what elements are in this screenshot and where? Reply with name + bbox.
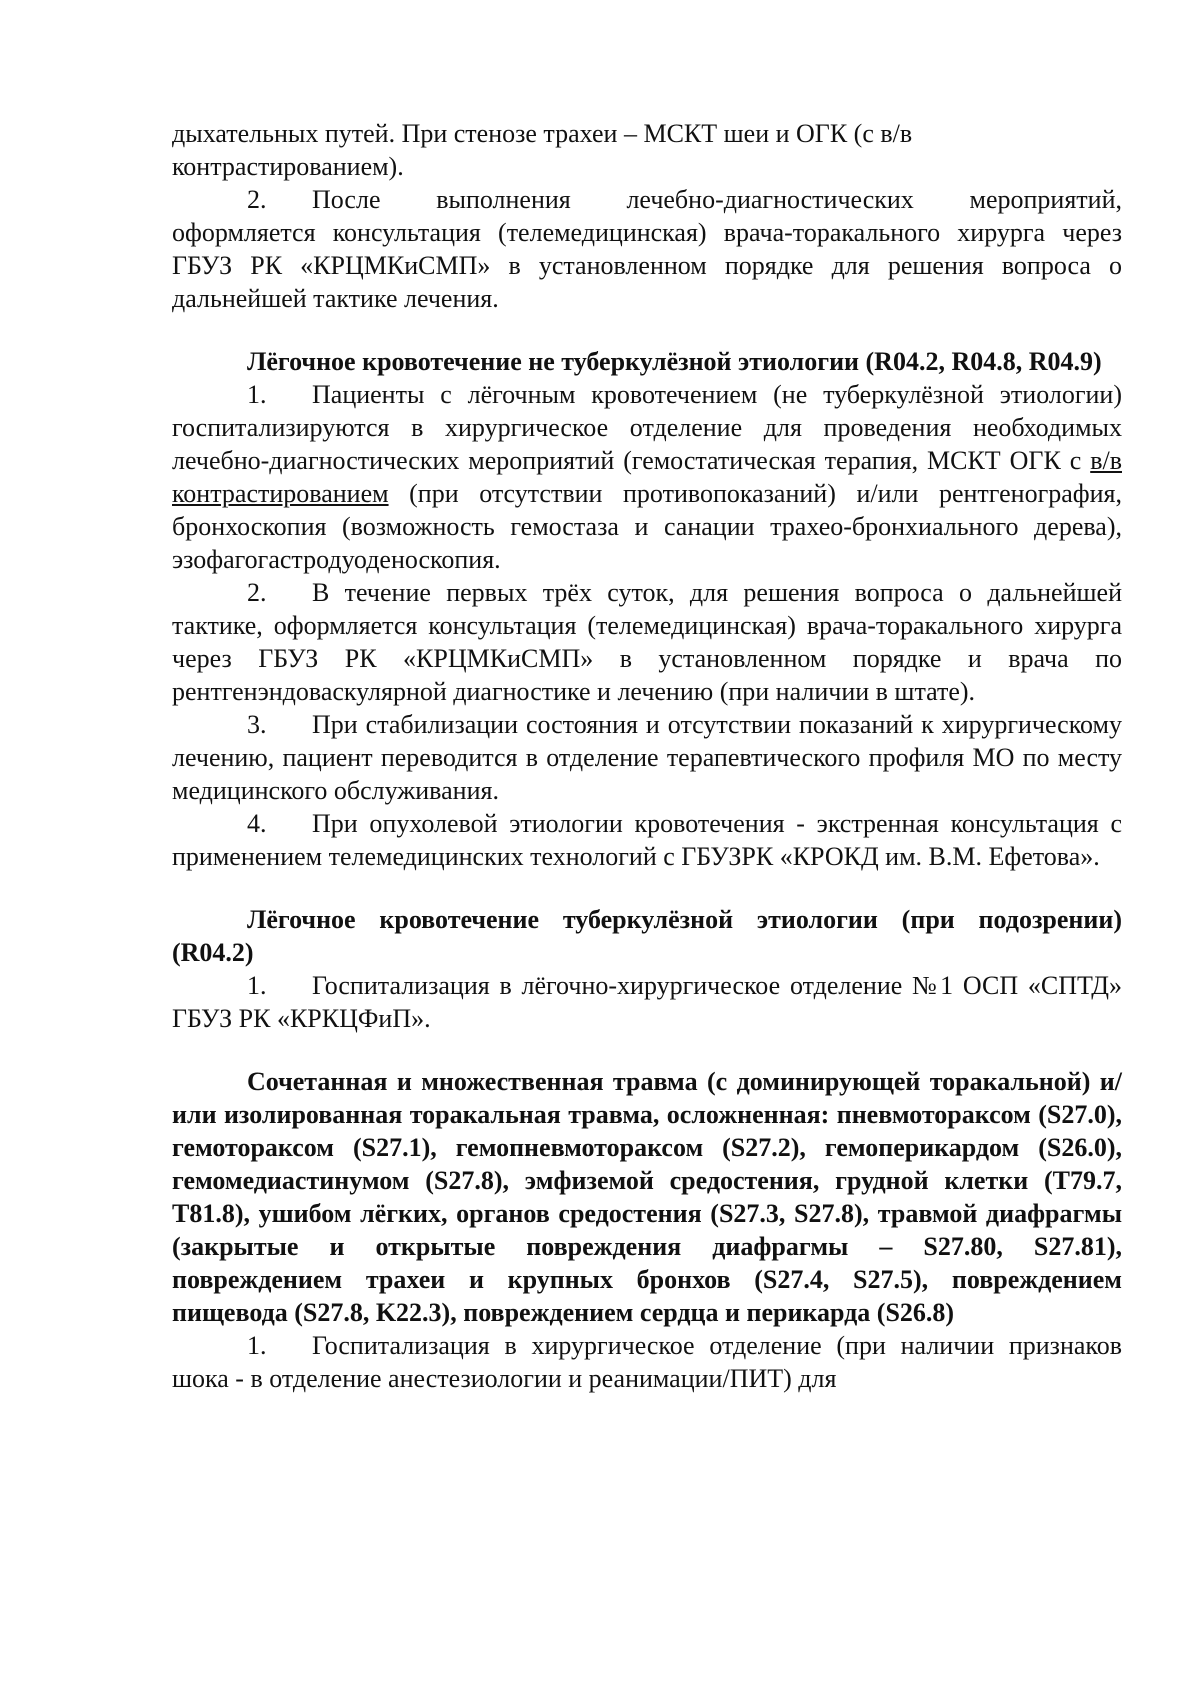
- section-spacer: [172, 315, 1122, 345]
- item-text: В течение первых трёх суток, для решения вопроса о дальнейшей тактике, оформляется консультация (телемедицинская) врача-торакального хирурга через ГБУЗ РК «КРЦМКиСМП» в установленном порядке и врача по рентгенэндоваскулярной диагностике и лечению (при наличии в штате).: [172, 578, 1122, 706]
- intro-item-2: [172, 183, 1122, 315]
- item-number: 1.: [247, 1331, 267, 1360]
- item-text: Госпитализация в лёгочно-хирургическое отделение №1 ОСП «СПТД» ГБУЗ РК «КРКЦФиП».: [172, 971, 1122, 1033]
- item-number: 1.: [247, 380, 267, 409]
- underlined-text: в/в контрастированием: [172, 446, 1122, 508]
- item-text: Госпитализация в хирургическое отделение (при наличии признаков шока - в отделение анестезиологии и реанимации/ПИТ) для: [172, 1331, 1122, 1393]
- item-text-part: (при отсутствии противопоказаний) и/или рентгенография, бронхоскопия (возможность гемостаза и санации трахео-бронхиального дерева), эзофагогастродуоденоскопия.: [172, 479, 1122, 574]
- section3-item-1: [172, 1329, 1122, 1395]
- item-number: 4.: [247, 809, 267, 838]
- document-body: [172, 117, 1122, 1395]
- section-heading-thoracic-trauma: Сочетанная и множественная травма (с доминирующей торакальной) и/или изолированная торакальная травма, осложненная: пневмотораксом (S27.0), гемотораксом (S27.1), гемопневмотораксом (S27.2), гемоперикардом (S26.0), гемомедиастинумом (S27.8), эмфиземой средостения, грудной клетки (T79.7, T81.8), ушибом лёгких, органов средостения (S27.3, S27.8), травмой диафрагмы (закрытые и открытые повреждения диафрагмы – S27.80, S27.81), повреждением трахеи и крупных бронхов (S27.4, S27.5), повреждением пищевода (S27.8, K22.3), повреждением сердца и перикарда (S26.8): [172, 1067, 1122, 1327]
- item-text: При стабилизации состояния и отсутствии показаний к хирургическому лечению, пациент переводится в отделение терапевтического профиля МО по месту медицинского обслуживания.: [172, 710, 1122, 805]
- item-number: 2.: [247, 578, 267, 607]
- section1-item-2: [172, 576, 1122, 708]
- section-heading-nontb-bleeding: Лёгочное кровотечение не туберкулёзной этиологии (R04.2, R04.8, R04.9): [247, 347, 1102, 376]
- item-text: При опухолевой этиологии кровотечения - экстренная консультация с применением телемедицинских технологий с ГБУЗРК «КРОКД им. В.М. Ефетова».: [172, 809, 1122, 871]
- section-spacer: [172, 873, 1122, 903]
- item-text: После выполнения лечебно-диагностических мероприятий, оформляется консультация (телемедицинская) врача-торакального хирурга через ГБУЗ РК «КРЦМКиСМП» в установленном порядке для решения вопроса о дальнейшей тактике лечения.: [172, 185, 1122, 313]
- item-number: 3.: [247, 710, 267, 739]
- intro-paragraph: дыхательных путей. При стенозе трахеи – МСКТ шеи и ОГК (с в/в контрастированием).: [172, 119, 913, 181]
- item-number: 1.: [247, 971, 267, 1000]
- section-heading-tb-bleeding: Лёгочное кровотечение туберкулёзной этиологии (при подозрении) (R04.2): [172, 905, 1122, 967]
- section1-item-3: [172, 708, 1122, 807]
- section2-item-1: [172, 969, 1122, 1035]
- item-number: 2.: [247, 185, 267, 214]
- section1-item-1: [172, 378, 1122, 576]
- item-text-part: Пациенты с лёгочным кровотечением (не туберкулёзной этиологии) госпитализируются в хирургическое отделение для проведения необходимых лечебно-диагностических мероприятий (гемостатическая терапия, МСКТ ОГК с: [172, 380, 1122, 475]
- section1-item-4: [172, 807, 1122, 873]
- section-spacer: [172, 1035, 1122, 1065]
